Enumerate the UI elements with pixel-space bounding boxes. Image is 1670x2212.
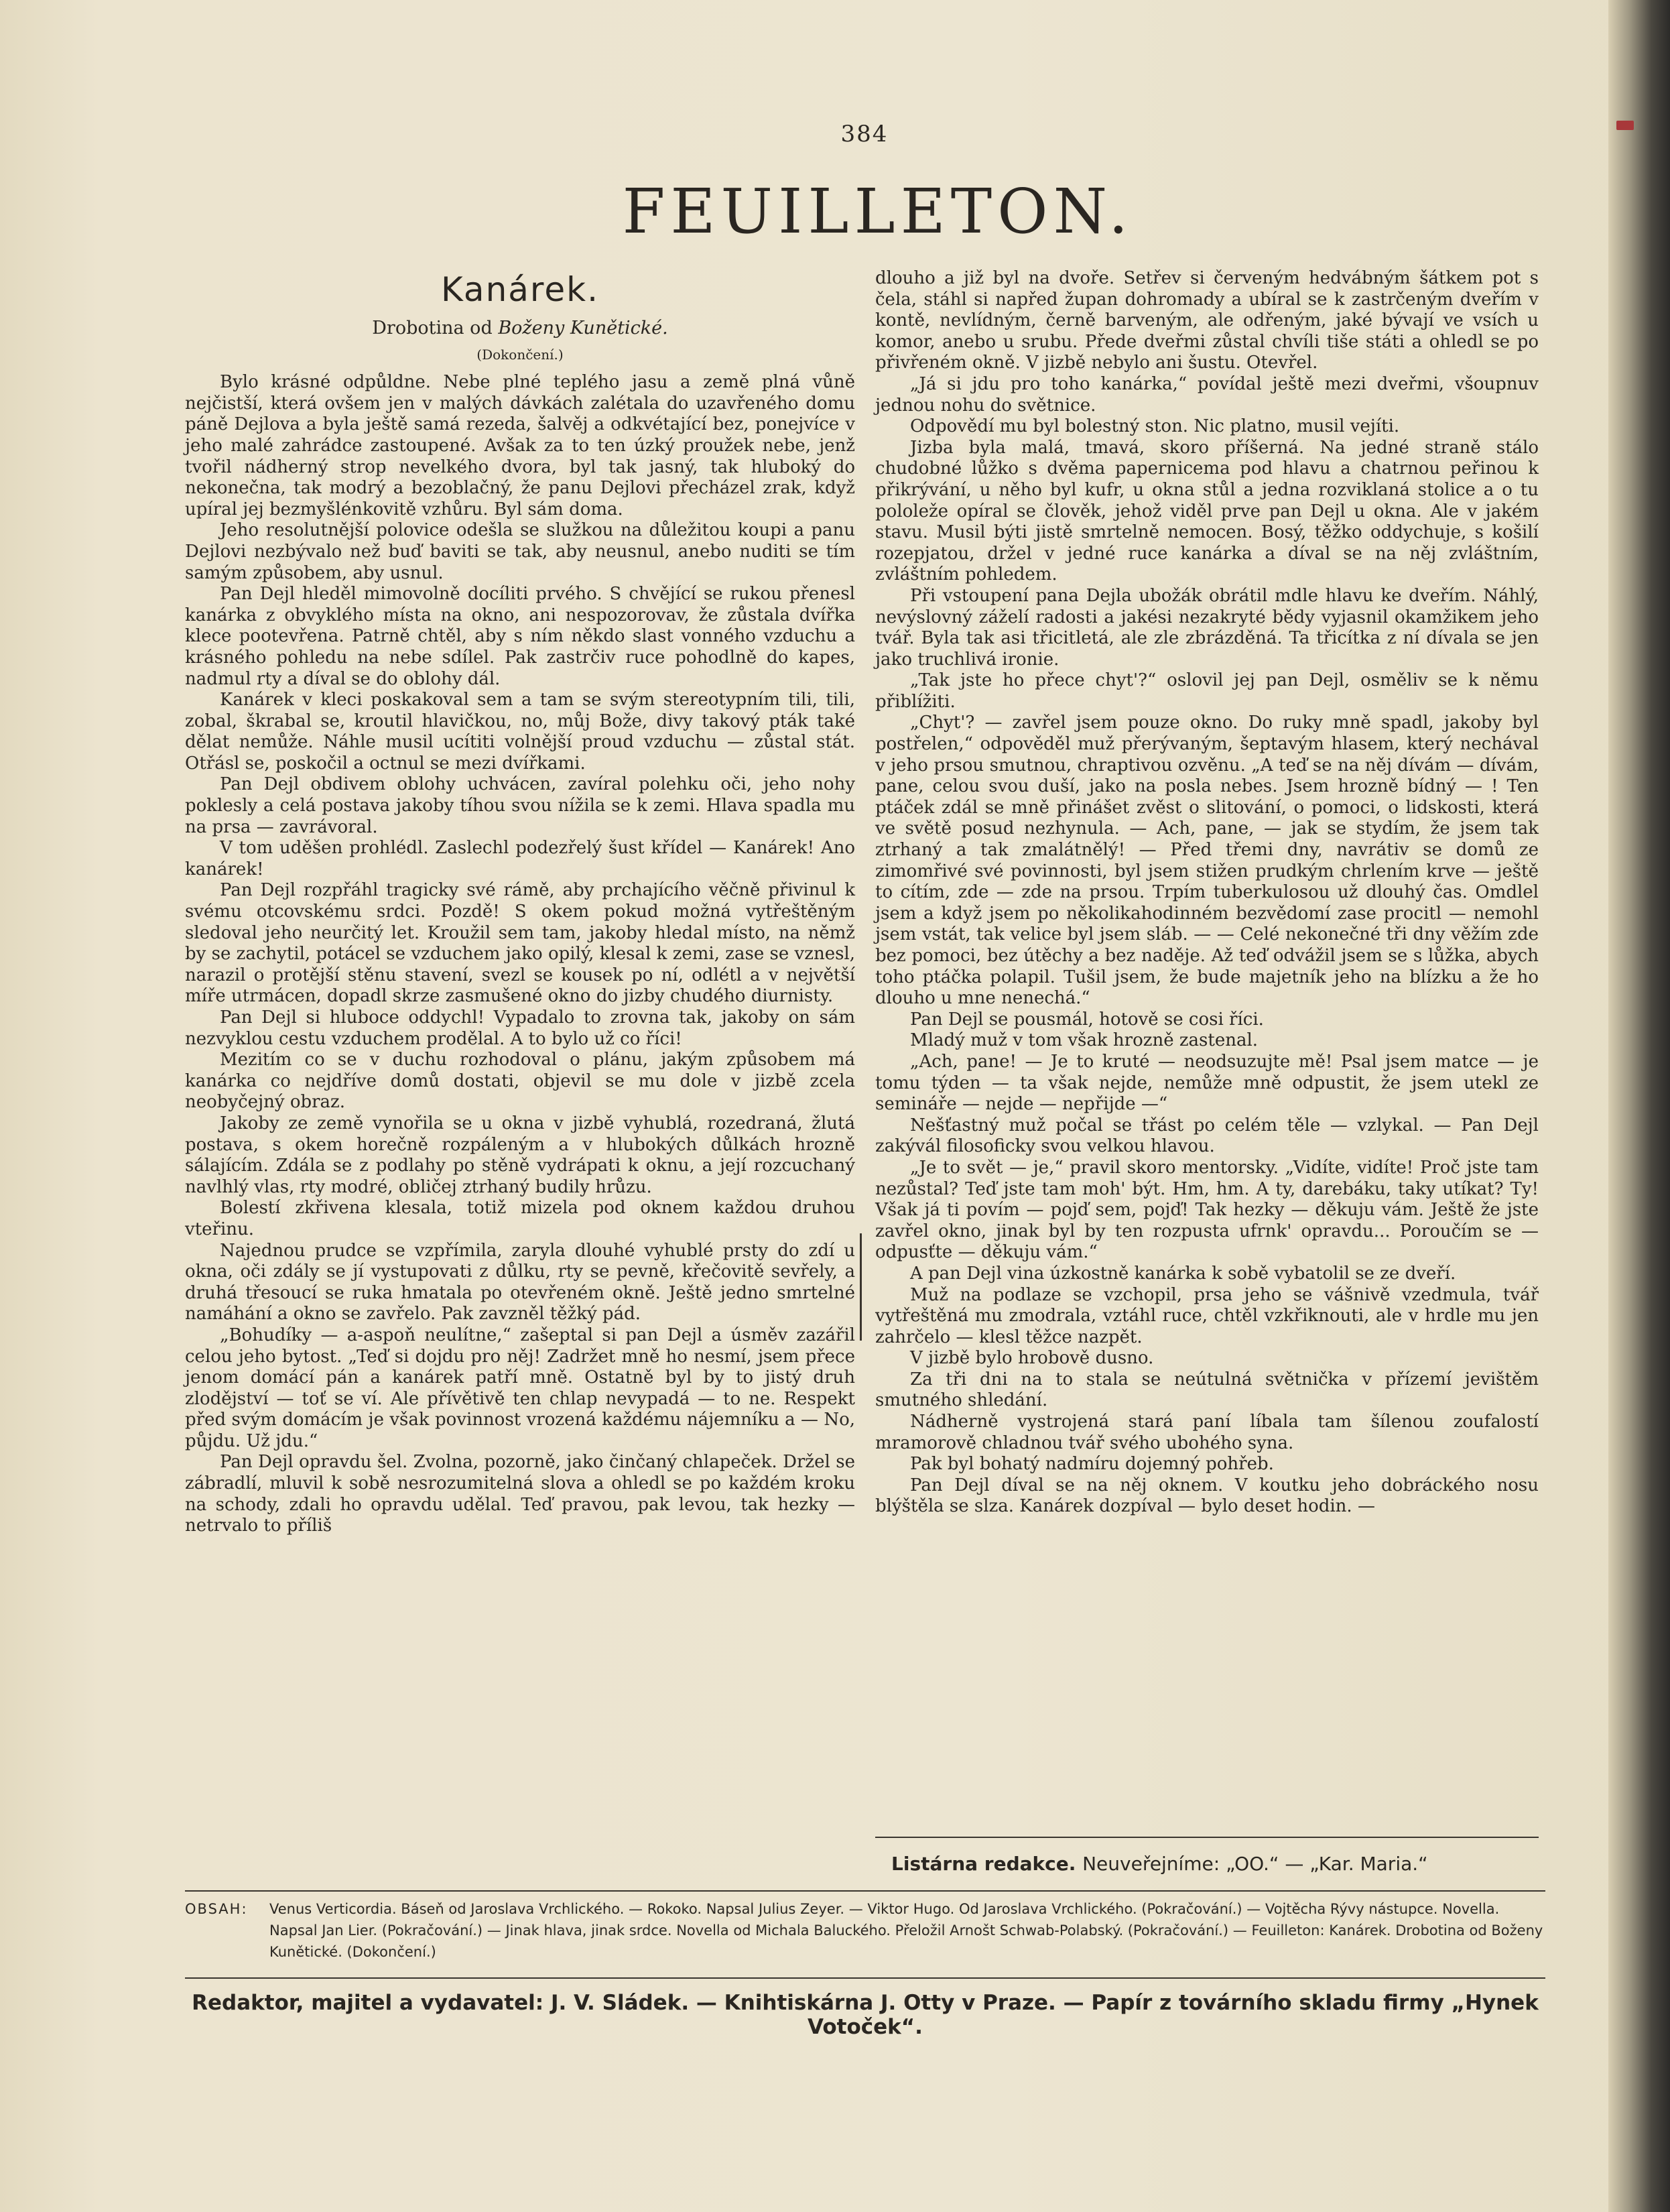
paragraph: dlouho a již byl na dvoře. Setřev si červeným hedvábným šátkem pot s čela, stáhl si napřed župan dohromady a ubíral se k zastrčeným dveřím v kontě, nevlídným, černě barveným, ale odřeným, jaké bývají ve vsích u komor, anebo u srubu. Přede dveřmi zůstal chvíli tiše státi a ohledl se po přivřeném okně. V jizbě nebylo ani šustu. Otevřel. — [875, 268, 1539, 373]
paragraph: Pak byl bohatý nadmíru dojemný pohřeb. — [910, 1454, 1274, 1475]
paragraph: „Chyt'? — zavřel jsem pouze okno. Do ruky mně spadl, jakoby byl postřelen,“ odpověděl muž přerývaným, šeptavým hlasem, který nechával v jeho prsou smutnou, chraptivou ozvěnu. „A teď se na něj dívám — dívám, pane, celou svou duší, jako na posla nebes. Jsem hrozně bídný — ! Ten ptáček zdál se mně přinášet zvěst o slitování, o pomoci, o lidskosti, která ve světě posud nezhynula. — Ach, pane, — jak se stydím, že jsem tak ztrhaný a tak zmalátnělý! — Před třemi dny, navrátiv se domů ze zimomřivé své povinnosti, byl jsem stižen prudkým chrlením krve — ještě to cítím, zde — zde na prsou. Trpím tuberkulosou už dlouhý čas. Omdlel jsem a když jsem po několikahodinném bezvědomí zase procitl — nemohl jsem vstát, tak velice byl jsem sláb. — — Celé nekonečné tři dny věžím zde bez pomoci, bez útěchy a bez naděje. Až teď odvážil jsem se s lůžka, abych toho ptáčka polapil. Tušil jsem, že bude majetník jeho na blízku a že ho dlouho u mne nenechá.“ — [875, 713, 1539, 1009]
left-column — [185, 268, 855, 1537]
paragraph: A pan Dejl vina úzkostně kanárka k sobě vybatolil se ze dveří. — [910, 1263, 1456, 1284]
paragraph: „Tak jste ho přece chyt'?“ oslovil jej pan Dejl, osměliv se k němu přiblížiti. — [875, 670, 1539, 712]
paragraph: V jizbě bylo hrobově dusno. — [910, 1348, 1154, 1369]
paragraph: Mezitím co se v duchu rozhodoval o plánu, jakým způsobem má kanárka co nejdříve domů dostati, objevil se mu dole v jizbě zcela neobyčejný obraz. — [185, 1050, 855, 1113]
paragraph: Bylo krásné odpůldne. Nebe plné teplého jasu a země plná vůně nejčistší, která ovšem jen v malých dávkách zalétala do uzavřeného domu páně Dejlova a byla ještě samá rezeda, šalvěj a odkvétající bez, ponejvíce v jeho malé zahrádce zastoupené. Avšak za to ten úzký proužek nebe, jenž tvořil nádherný strop nevelkého dvora, byl tak jasný, tak hluboký do nekonečna, tak modrý a bezoblačný, že panu Dejlovi přecházel zrak, když upíral jej bezmyšlénkovitě vzhůru. Byl sám doma. — [185, 372, 855, 519]
paragraph: Odpovědí mu byl bolestný ston. Nic platno, musil vejíti. — [910, 416, 1400, 437]
story-title: Kanárek. — [441, 270, 599, 309]
paragraph: Pan Dejl se pousmál, hotově se cosi říci. — [910, 1009, 1264, 1030]
paragraph: „Bohudíky — a-aspoň neulítne,“ zašeptal si pan Dejl a úsměv zazářil celou jeho bytost. „Teď si dojdu pro něj! Zadržet mně ho nesmí, jsem přece jenom domácí pán a kanárek patří mně. Ostatně byl by to jistý druh zlodějství — toť se ví. Ale přívětivě ten chlap nevypadá — to ne. Respekt před svým domácím je však povinnost vrozená každému nájemníku a — No, půjdu. Už jdu.“ — [185, 1325, 855, 1451]
paragraph: Nádherně vystrojená stará paní líbala tam šílenou zoufalostí mramorově chladnou tvář svého ubohého syna. — [875, 1412, 1539, 1453]
paragraph: Nešťastný muž počal se třást po celém těle — vzlykal. — Pan Dejl zakývál filosoficky svou velkou hlavou. — [875, 1115, 1539, 1157]
contents-rule-bottom — [185, 1977, 1545, 1979]
paragraph: Pan Dejl rozpřáhl tragicky své rámě, aby prchajícího věčně přivinul k svému otcovskému srdci. Pozdě! S okem pokud možná vytřeštěným sledoval jeho neurčitý let. Kroužil sem tam, jakoby hledal místo, na němž by se zachytil, potácel se vzduchem jako opilý, klesal k zemi, zase se vznesl, narazil o protější stěnu stavení, svezl se kousek po ní, odlétl a v největší míře utrmácen, dopadl skrze zasmušené okno do jizby chudého diurnisty. — [185, 880, 855, 1007]
continuation-note: (Dokončení.) — [476, 346, 564, 363]
binding-edge — [1608, 0, 1670, 2212]
paragraph: Jakoby ze země vynořila se u okna v jizbě vyhublá, rozedraná, žlutá postava, s okem horečně rozpáleným a v hlubokých důlkách hrozně sálajícím. Zdála se z podlahy po stěně vydrápati k oknu, a její rozcuchaný navlhlý vlas, rty modré, obličej ztrhaný budily hrůzu. — [185, 1113, 855, 1197]
section-title: FEUILLETON. — [622, 176, 1134, 247]
paragraph: „Je to svět — je,“ pravil skoro mentorsky. „Vidíte, vidíte! Proč jste tam nezůstal? Teď jste tam moh' být. Hm, hm. A ty, darebáku, taky utíkat? Ty! Však já ti povím — pojď sem, pojď! Tak hezky — děkuju vám. Ještě že jste zavřel okno, jinak byl by ten rozpusta ufrnk' opravdu... Poroučím se — odpusťte — děkuju vám.“ — [875, 1157, 1539, 1263]
contents-rule-top — [185, 1890, 1545, 1892]
paragraph: Při vstoupení pana Dejla ubožák obrátil mdle hlavu ke dveřím. Náhlý, nevýslovný záželí radosti a jakési nezakryté bědy vyjasnil okamžikem jeho tvář. Byla tak asi třicitletá, ale zle zbrázděná. Ta třicítka z ní dívala se jen jako truchlivá ironie. — [875, 585, 1539, 670]
paragraph: Za tři dni na to stala se neútulná světnička v přízemí jevištěm smutného shledání. — [875, 1369, 1539, 1411]
paragraph: Pan Dejl si hluboce oddychl! Vypadalo to zrovna tak, jakoby on sám nezvyklou cestu vzduchem prodělal. A to bylo už co říci! — [185, 1007, 855, 1049]
notice-text: Neuveřejníme: „OO.“ — „Kar. Maria.“ — [1082, 1853, 1428, 1875]
notice-rule — [875, 1837, 1539, 1838]
editorial-notice — [891, 1853, 1535, 1875]
paragraph: Bolestí zkřivena klesala, totiž mizela pod oknem každou druhou vteřinu. — [185, 1198, 855, 1239]
publisher-footer: Redaktor, majitel a vydavatel: J. V. Sládek. — Knihtiskárna J. Otty v Praze. — Papír z továrního skladu firmy „Hynek Votoček“. — [192, 1991, 1539, 2039]
paragraph: Jeho resolutnější polovice odešla se služkou na důležitou koupi a panu Dejlovi nezbývalo než buď baviti se tak, aby neusnul, anebo nuditi se tím samým způsobem, aby usnul. — [185, 520, 855, 583]
paragraph: Najednou prudce se vzpřímila, zaryla dlouhé vyhublé prsty do zdí u okna, oči zdály se jí vystupovati z důlku, rty se pevně, křečovitě sevřely, a druhá třesoucí se ruka hmatala po otevřeném okně. Ještě jedno smrtelné namáhání a okno se zavřelo. Pak zavzněl těžký pád. — [185, 1240, 855, 1325]
paragraph: „Já si jdu pro toho kanárka,“ povídal ještě mezi dveřmi, všoupnuv jednou nohu do světnice. — [875, 373, 1539, 416]
paragraph: Jizba byla malá, tmavá, skoro příšerná. Na jedné straně stálo chudobné lůžko s dvěma papernicema pod hlavu a chatrnou peřinou k přikrývání, u něho byl kufr, u okna stůl a jedna rozviklaná stolice a o tu pololeže opíral se člověk, jehož viděl prve pan Dejl u okna. Ale v jakém stavu. Musil býti jistě smrtelně nemocen. Bosý, těžko oddychuje, s košilí rozepjatou, držel v jedné ruce kanárka a díval se na něj zvláštním, zvláštním pohledem. — [875, 437, 1539, 585]
byline — [185, 318, 855, 339]
paragraph: Pan Dejl opravdu šel. Zvolna, pozorně, jako činčaný chlapeček. Držel se zábradlí, mluvil k sobě nesrozumitelná slova a ohledl se po každém kroku na schody, zdali ho opravdu udělal. Teď pravou, pak levou, tak hezky — netrvalo to příliš — [185, 1452, 855, 1536]
notice-label: Listárna redakce. — [891, 1853, 1076, 1875]
column-rule — [860, 1233, 862, 1341]
paragraph: V tom uděšen prohlédl. Zaslechl podezřelý šust křídel — Kanárek! Ano kanárek! — [185, 838, 855, 879]
table-of-contents — [185, 1898, 1545, 1963]
paragraph: Pan Dejl hleděl mimovolně docíliti prvého. S chvějící se rukou přenesl kanárka z obvyklého místa na okno, ani nespozorovav, že zůstala dvířka klece pootevřena. Patrně chtěl, aby s ním někdo slast vonného vzduchu a krásného pohledu na nebe sdílel. Pak zastrčiv ruce pohodlně do kapes, nadmul rty a díval se do oblohy dál. — [185, 584, 855, 689]
right-column — [875, 268, 1539, 1518]
byline-author: Boženy Kunětické. — [498, 318, 668, 339]
edge-marker — [1616, 121, 1634, 130]
paragraph: Mladý muž v tom však hrozně zastenal. — [910, 1030, 1259, 1051]
paragraph: Pan Dejl obdivem oblohy uchvácen, zavíral polehku oči, jeho nohy poklesly a celá postava jakoby tíhou svou nížila se k zemi. Hlava spadla mu na prsa — zavrávoral. — [185, 774, 855, 837]
byline-prefix: Drobotina od — [372, 318, 493, 339]
contents-text: Venus Verticordia. Báseň od Jaroslava Vrchlického. — Rokoko. Napsal Julius Zeyer. — Viktor Hugo. Od Jaroslava Vrchlického. (Pokračování.) — Vojtěcha Rývy nástupce. Novella. Napsal Jan Lier. (Pokračování.) — Jinak hlava, jinak srdce. Novella od Michala Baluckého. Přeložil Arnošt Schwab-Polabský. (Pokračování.) — Feuilleton: Kanárek. Drobotina od Boženy Kunětické. (Dokončení.) — [269, 1901, 1543, 1960]
paragraph: Muž na podlaze se vzchopil, prsa jeho se vášnivě vzedmula, tvář vytřeštěná mu zmodrala, vztáhl ruce, chtěl vzkřiknouti, ale v hrdle mu jen zahrčelo — klesl těžce nazpět. — [875, 1284, 1539, 1347]
contents-label: OBSAH: — [185, 1901, 248, 1917]
paragraph: Kanárek v kleci poskakoval sem a tam se svým stereotypním tili, tili, zobal, škrabal se, kroutil hlavičkou, no, můj Bože, divy takový pták také dělat nemůže. Náhle musil ucítiti volnější proud vzduchu — zůstal stát. Otřásl se, poskočil a octnul se mezi dvířkami. — [185, 690, 855, 774]
page-number: 384 — [840, 121, 889, 147]
paragraph: „Ach, pane! — Je to kruté — neodsuzujte mě! Psal jsem matce — je tomu týden — ta však nejde, nemůže mně odpustit, že jsem utekl ze semináře — nejde — nepřijde —“ — [875, 1051, 1539, 1115]
paragraph: Pan Dejl díval se na něj oknem. V koutku jeho dobráckého nosu blýštěla se slza. Kanárek dozpíval — bylo deset hodin. — — [875, 1475, 1539, 1517]
